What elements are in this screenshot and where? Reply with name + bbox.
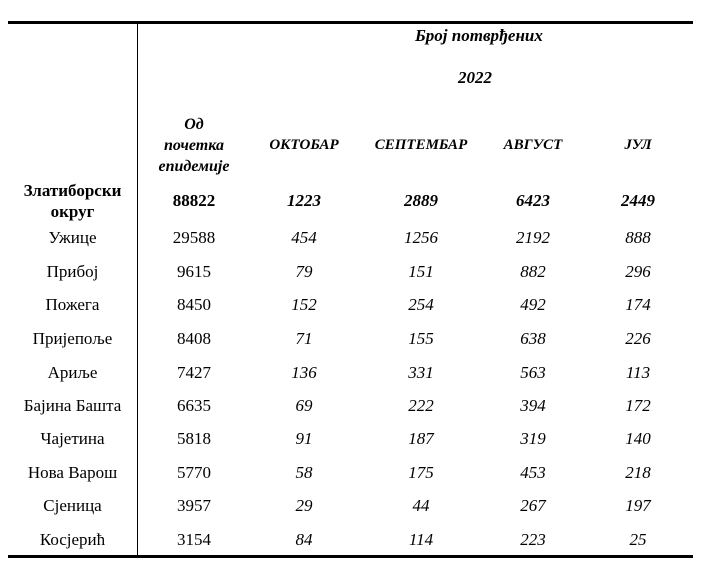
row-since: 5770 [177,463,211,482]
row-october: 71 [295,329,313,348]
row-july: 172 [625,396,651,415]
table-row [0,221,727,255]
row-september: 175 [408,463,434,482]
row-october: 84 [295,530,313,549]
row-july: 113 [625,363,651,382]
table-row [0,422,727,456]
table-row [0,288,727,322]
row-september: 254 [408,295,434,314]
row-september: 114 [408,530,434,549]
row-august: 394 [520,396,546,415]
row-july: 226 [625,329,651,348]
row-august: 453 [520,463,546,482]
row-july: 174 [625,295,651,314]
table-row [0,322,727,356]
row-august: 267 [520,496,546,515]
column-header-august: АВГУСТ [503,137,563,153]
column-header-october: ОКТОБАР [269,137,339,153]
row-since: 7427 [177,363,211,382]
row-september: 331 [408,363,434,382]
row-july: 888 [625,228,651,247]
column-header-september: СЕПТЕМБАР [374,137,468,153]
row-name: Чајетина [40,429,105,448]
row-august: 223 [520,530,546,549]
total-august: 6423 [516,191,550,210]
table-row [0,523,727,557]
table-bottom-rule [8,555,693,558]
table-header-title: Број потврђених [415,26,543,45]
row-october: 91 [295,429,313,448]
row-september: 155 [408,329,434,348]
column-header-july: ЈУЛ [624,137,652,153]
row-october: 152 [291,295,317,314]
row-september: 222 [408,396,434,415]
table-row [0,456,727,490]
row-september: 44 [412,496,430,515]
row-october: 454 [291,228,317,247]
table-row [0,255,727,289]
row-september: 151 [408,262,434,281]
row-since: 5818 [177,429,211,448]
row-name: Косјерић [39,530,106,549]
row-name: Прибој [46,262,99,281]
row-august: 2192 [516,228,550,247]
total-october: 1223 [287,191,321,210]
row-october: 136 [291,363,317,382]
table-header-year: 2022 [458,68,492,87]
table-row [0,356,727,390]
row-name: Пожега [45,295,100,314]
row-name: Ариље [47,363,98,382]
row-name: Сјеница [43,496,102,515]
table-row [0,389,727,423]
row-july: 218 [625,463,651,482]
row-july: 25 [629,530,647,549]
table-row [0,489,727,523]
row-since: 3154 [177,530,211,549]
row-october: 69 [295,396,313,415]
row-july: 296 [625,262,651,281]
row-since: 8408 [177,329,211,348]
column-header-since-start: Од почетка епидемије [158,116,230,175]
row-since: 8450 [177,295,211,314]
total-row [0,184,727,218]
row-august: 492 [520,295,546,314]
total-september: 2889 [404,191,438,210]
row-since: 3957 [177,496,211,515]
total-row-name: Златиборски округ [23,181,122,221]
row-name: Пријепоље [32,329,113,348]
row-name: Нова Варош [27,463,118,482]
row-august: 319 [520,429,546,448]
row-october: 29 [295,496,313,515]
row-september: 187 [408,429,434,448]
row-august: 882 [520,262,546,281]
row-august: 563 [520,363,546,382]
row-since: 9615 [177,262,211,281]
row-september: 1256 [404,228,438,247]
row-october: 58 [295,463,313,482]
total-july: 2449 [621,191,655,210]
row-since: 29588 [172,228,216,247]
total-since: 88822 [172,191,216,210]
row-since: 6635 [177,396,211,415]
row-july: 197 [625,496,651,515]
row-name: Ужице [48,228,97,247]
row-august: 638 [520,329,546,348]
row-july: 140 [625,429,651,448]
row-october: 79 [295,262,313,281]
row-name: Бајина Башта [23,396,122,415]
table-top-rule [8,21,693,24]
